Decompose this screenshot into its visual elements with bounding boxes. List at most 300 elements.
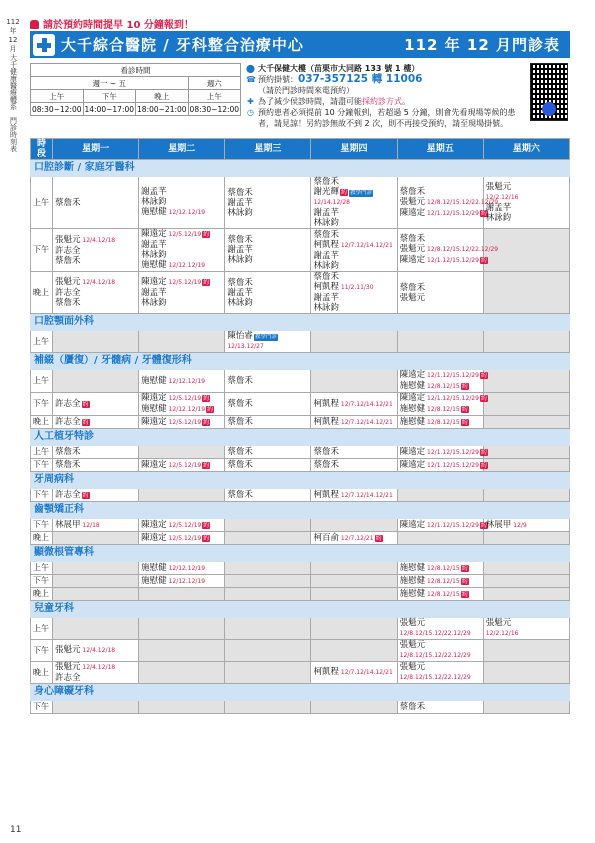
doctor-entry [400,650,481,661]
appointment-tag: 約 [82,401,89,408]
schedule-cell [311,393,397,416]
empty-cell [53,701,139,714]
doctor-name: 蔡詹禾 [55,197,81,208]
phone-note: （請於門診時間來電預約） [258,86,354,95]
doctor-name: 陳遠定 [399,255,426,265]
doctor-name: 許志全 [55,417,81,427]
hours-slot-name: 上午 [31,90,84,103]
slot-label: 下午 [31,640,53,662]
doctor-name: 謝孟芊 [227,245,253,255]
note1-text: 為了減少侯診時間，請盡可能 [258,97,362,106]
hours-weekday-label: 週一 ~ 五 [31,77,189,90]
schedule-cell [311,459,397,472]
doctor-entry [313,533,394,544]
schedule-row [31,446,570,459]
side-month-unit: 月 [9,45,17,53]
hours-header: 看診時間 [31,64,241,77]
doctor-entry [400,417,481,428]
qr-code[interactable] [530,63,568,121]
empty-cell [483,588,569,601]
doctor-name: 林詠鈞 [227,207,253,218]
date-note: 12/2.12/16 [485,630,519,637]
empty-cell [483,701,569,714]
doctor-entry [227,447,308,457]
doctor-entry [313,417,394,428]
schedule-cell [139,229,225,272]
doctor-name: 蔡詹禾 [227,460,253,470]
phone-prefix: 預約掛號： [258,75,298,84]
slot-label: 下午 [31,575,53,588]
doctor-name: 張魁元 [399,196,426,207]
doctor-name: 謝孟芊 [313,250,339,261]
doctor-entry [227,331,308,341]
doctor-name: 張魁元 [399,640,426,650]
date-note: 12/12.12/19 [166,377,206,385]
doctor-entry [55,645,136,656]
doctor-name: 陳遠定 [399,207,426,218]
schedule-cell [139,416,225,429]
doctor-name: 陳遠定 [141,459,167,470]
doctor-entry [400,662,481,672]
schedule-cell [53,446,139,459]
doctor-entry [313,282,394,293]
date-note: 12/8.12/15 [425,564,460,572]
doctor-entry [55,673,136,683]
appointment-tag: 約 [203,395,210,402]
side-year-unit: 年 [9,27,17,35]
doctor-entry [486,203,567,213]
date-note: 12/7.12/14.12/21 [338,418,393,426]
doctor-name: 蔡詹禾 [227,490,253,500]
date-note: 12/5.12/19 [166,521,202,529]
schedule-cell [53,416,139,429]
schedule-cell [311,532,397,545]
doctor-name: 陳遠定 [141,277,167,287]
date-note: 12/8.12/15 [425,406,460,413]
doctor-name: 陳怡睿 [227,331,253,341]
section-title: 牙周病科 [31,472,570,489]
doctor-entry [400,563,481,574]
section-title: 身心障礙牙科 [31,684,570,701]
schedule-cell [53,489,139,502]
appointment-tag: 約 [203,231,210,238]
title-bar [30,31,570,58]
schedule-cell [53,272,139,314]
date-note: 12/1.12/15.12/29 [425,521,479,529]
empty-cell [139,446,225,459]
schedule-cell [397,562,483,575]
date-note: 12/1.12/15.12/29 [425,372,479,379]
doctor-name: 陳遠定 [399,459,426,470]
doctor-name: 蔡詹禾 [399,282,426,293]
doctor-entry [400,381,481,392]
empty-cell [225,618,311,640]
doctor-entry [486,182,567,192]
doctor-name: 許志全 [55,490,81,500]
date-note: 12/8.12/15.12/22.12/29 [399,674,471,681]
empty-cell [225,562,311,575]
doctor-entry [227,399,308,409]
doctor-name: 柯凱程 [313,239,339,250]
date-note: 12/5.12/19 [166,279,202,286]
doctor-entry [227,255,308,265]
date-note: 12/8.12/15 [425,577,460,585]
schedule-cell [397,459,487,472]
doctor-name: 林詠鈞 [141,197,167,207]
appointment-tag: 約 [207,406,214,413]
doctor-entry [399,393,487,404]
section-title: 兒童牙科 [31,601,570,618]
doctor-entry [141,576,222,587]
date-note: 12/4.12/18 [80,279,116,286]
doctor-entry [141,197,222,207]
schedule-cell [53,662,139,684]
doctor-name: 陳遠定 [141,416,167,427]
appointment-tag: 約 [203,461,210,469]
doctor-name: 施慰健 [399,562,426,573]
empty-cell [311,331,397,353]
schedule-cell [139,575,225,588]
empty-cell [225,640,311,662]
empty-cell [397,331,483,353]
date-note: 12/13.12/27 [227,343,264,350]
doctor-entry [141,404,222,415]
date-note: 12/1.12/15.12/29 [425,461,479,469]
doctor-entry [141,229,222,240]
doctor-name: 陳遠定 [141,229,167,239]
doctor-entry [141,393,222,404]
date-note: 12/7.12/14.12/21 [338,669,393,676]
doctor-entry [399,244,499,255]
doctor-entry [227,298,308,308]
date-note: 11/2.11/30 [338,284,374,291]
empty-cell [139,618,225,640]
note1-highlight: 採約診方式 [362,97,402,106]
appointment-tag: 約 [461,383,468,390]
doctor-name: 柯凱程 [313,282,339,292]
doctor-entry [141,298,222,308]
schedule-header-row [31,139,570,160]
doctor-name: 施慰健 [399,416,426,427]
doctor-name: 柯凱程 [313,667,339,677]
schedule-cell [397,229,499,272]
hours-saturday-label: 週六 [188,77,241,90]
doctor-name: 施慰健 [141,375,167,386]
doctor-entry [313,177,394,187]
schedule-row [31,562,570,575]
section-header-row [31,502,570,519]
schedule-row [31,519,570,532]
doctor-entry [141,250,222,260]
notice-line [30,16,194,31]
doctor-name: 張魁元 [55,234,81,245]
doctor-name: 蔡詹禾 [399,234,426,244]
empty-cell [483,532,569,545]
date-note: 12/7.12/21 [338,534,374,542]
doctor-entry [141,563,222,574]
empty-cell [311,588,397,601]
schedule-row [31,416,570,429]
doctor-entry [141,417,222,428]
doctor-name: 陳遠定 [399,370,426,380]
teaching-clinic-tag: 教學門診 [350,190,373,196]
schedule-row [31,459,570,472]
schedule-cell [397,370,487,393]
date-note: 12/12.12/19 [166,564,206,572]
schedule-cell [397,272,483,314]
appointment-tag: 約 [480,461,487,469]
doctor-name: 張魁元 [399,618,426,628]
doctor-entry [227,341,308,352]
schedule-cell [139,272,225,314]
doctor-name: 蔡詹禾 [55,460,81,470]
doctor-name: 施慰健 [141,207,167,217]
doctor-entry [486,618,567,628]
hospital-cross-logo [33,34,55,56]
date-note: 12/8.12/15 [425,383,460,390]
doctor-entry [313,251,394,261]
doctor-name: 陳遠定 [399,446,426,457]
header-day: 星期四 [311,139,397,160]
schedule-table [30,138,570,714]
doctor-name: 陳遠定 [141,393,167,403]
slot-label: 上午 [31,331,53,353]
doctor-entry [313,399,394,410]
schedule-cell [483,519,569,532]
hours-slot-time: 08:30~12:00 [32,104,82,114]
empty-cell [139,640,225,662]
doctor-entry [400,293,481,303]
doctor-entry [227,278,308,288]
empty-cell [53,588,139,601]
doctor-entry [55,490,136,500]
empty-cell [483,370,569,393]
doctor-name: 林詠鈞 [485,213,512,223]
schedule-cell [397,701,483,714]
date-note: 12/12.12/19 [166,577,206,585]
hours-slot-time: 18:00~21:00 [137,104,187,114]
doctor-entry [141,376,222,387]
doctor-entry [399,370,487,381]
date-note: 12/4.12/18 [80,664,116,671]
doctor-name: 蔡詹禾 [227,399,253,409]
slot-label: 晚上 [31,588,53,601]
doctor-entry [400,283,481,293]
doctor-entry [400,589,481,600]
hours-table [30,63,241,116]
appointment-tag: 約 [203,279,210,286]
doctor-name: 林詠鈞 [141,250,167,260]
doctor-entry [313,187,394,197]
header-slot: 時段 [31,139,53,160]
schedule-cell [53,519,139,532]
empty-cell [483,272,569,314]
slot-label: 上午 [31,177,53,229]
schedule-cell [397,640,483,662]
doctor-name: 柯凱程 [313,416,339,427]
appointment-tag: 約 [480,257,487,264]
schedule-cell [139,393,225,416]
appointment-tag: 約 [480,521,487,529]
schedule-cell [225,459,311,472]
slot-label: 下午 [31,459,53,472]
doctor-entry [227,235,308,245]
doctor-entry [313,261,394,271]
hours-slot-name: 下午 [83,90,136,103]
date-note: 12/12.12/19 [166,406,206,413]
doctor-entry [55,447,136,457]
doctor-name: 謝孟芊 [227,197,253,208]
side-vertical-text: 大千健康醫療體系 [9,54,18,110]
doctor-entry [486,520,567,531]
doctor-entry [227,188,308,198]
schedule-row [31,662,570,684]
phone-number[interactable]: 037-357125 轉 11006 [298,73,423,85]
doctor-name: 林展甲 [55,519,81,530]
section-title: 顯微根管專科 [31,545,570,562]
doctor-name: 張魁元 [485,618,512,628]
empty-cell [53,575,139,588]
doctor-entry [399,519,487,531]
doctor-entry [313,303,394,313]
slot-label: 上午 [31,562,53,575]
doctor-name: 蔡詹禾 [55,447,81,457]
doctor-entry [141,520,222,531]
section-header-row [31,601,570,618]
doctor-entry [55,256,136,266]
clock-icon: ◷ [247,108,254,117]
slot-label: 晚上 [31,272,53,314]
date-note: 12/8.12/15 [425,590,460,598]
section-title: 齒顎矯正科 [31,502,570,519]
header-day: 星期一 [53,139,139,160]
empty-cell [483,459,569,472]
empty-cell [139,588,225,601]
doctor-entry [141,207,222,218]
doctor-entry [400,404,481,415]
date-note: 12/8.12/15 [425,418,460,426]
page-number: 11 [10,825,22,835]
hours-slot-name: 上午 [188,90,241,103]
notice-text: 請於預約時間提早 10 分鐘報到！ [43,20,194,31]
doctor-entry [313,447,394,457]
date-note: 12/1.12/15.12/29 [425,257,479,264]
empty-cell [483,562,569,575]
empty-cell [311,519,397,532]
schedule-row [31,393,570,416]
doctor-name: 林詠鈞 [227,297,253,308]
slot-label: 上午 [31,446,53,459]
date-note: 12/2.12/16 [485,194,519,201]
empty-cell [225,701,311,714]
schedule-cell [225,177,311,229]
schedule-cell [225,489,311,502]
schedule-row [31,575,570,588]
doctor-entry [313,293,394,303]
schedule-cell [311,177,397,229]
doctor-entry [313,218,394,228]
doctor-name: 許志全 [55,245,81,256]
date-note: 12/7.12/14.12/21 [338,491,393,499]
empty-cell [225,519,311,532]
doctor-entry [227,376,308,386]
doctor-name: 施慰健 [141,404,167,414]
doctor-entry [486,628,567,639]
side-year: 112 [6,18,20,26]
doctor-name: 蔡詹禾 [313,177,339,187]
schedule-cell [397,446,487,459]
doctor-entry [400,234,481,244]
date-note: 12/8.12/15.12/22.12/29 [399,652,471,659]
doctor-name: 蔡詹禾 [55,255,81,266]
date-note: 12/1.12/15.12/29 [425,209,479,217]
slot-label: 上午 [31,370,53,393]
hours-slot-time: 14:00~17:00 [84,104,135,114]
doctor-name: 謝孟芊 [313,208,339,218]
doctor-entry [313,240,394,251]
side-strip [4,18,22,155]
doctor-name: 許志全 [55,399,81,409]
schedule-cell [53,229,139,272]
appointment-tag: 約 [461,590,468,598]
doctor-entry [399,207,487,219]
schedule-cell [397,393,487,416]
schedule-month-title: 112 年 12 月門診表 [404,36,560,54]
doctor-name: 謝孟芊 [485,203,512,213]
doctor-entry [399,446,487,458]
doctor-name: 施慰健 [399,404,426,414]
doctor-name: 蔡詹禾 [313,272,339,282]
schedule-cell [225,393,311,416]
date-note: 12/5.12/19 [166,231,202,238]
section-header-row [31,160,570,177]
doctor-entry [55,460,136,470]
section-title: 人工植牙特診 [31,429,570,446]
empty-cell [53,532,139,545]
slot-label: 下午 [31,489,53,502]
doctor-entry [313,272,394,282]
doctor-entry [400,628,481,639]
empty-cell [139,662,225,684]
header-day: 星期二 [139,139,225,160]
appointment-tag: 約 [480,395,487,402]
doctor-name: 陳遠定 [141,532,167,543]
appointment-tag: 約 [203,418,210,426]
doctor-name: 施慰健 [399,575,426,586]
empty-cell [311,562,397,575]
doctor-name: 謝光輝 [313,187,339,197]
appointment-tag: 約 [82,419,89,426]
section-header-row [31,472,570,489]
date-note: 12/7.12/14.12/21 [338,400,393,408]
schedule-cell [139,370,225,393]
side-vertical-text-2: 門診時刻表 [9,117,18,152]
location-pin-icon: ⬤ [246,64,255,73]
header-day: 星期五 [397,139,483,160]
doctor-entry [141,277,222,288]
doctor-name: 林詠鈞 [313,218,339,228]
empty-cell [483,575,569,588]
empty-cell [225,575,311,588]
doctor-name: 蔡詹禾 [227,277,253,288]
doctor-name: 蔡詹禾 [227,376,253,386]
schedule-cell [311,662,397,684]
appointment-tag: 約 [340,189,347,196]
schedule-cell [225,272,311,314]
doctor-name: 施慰健 [141,575,167,586]
date-note: 12/5.12/19 [166,461,202,469]
doctor-entry [55,417,136,427]
